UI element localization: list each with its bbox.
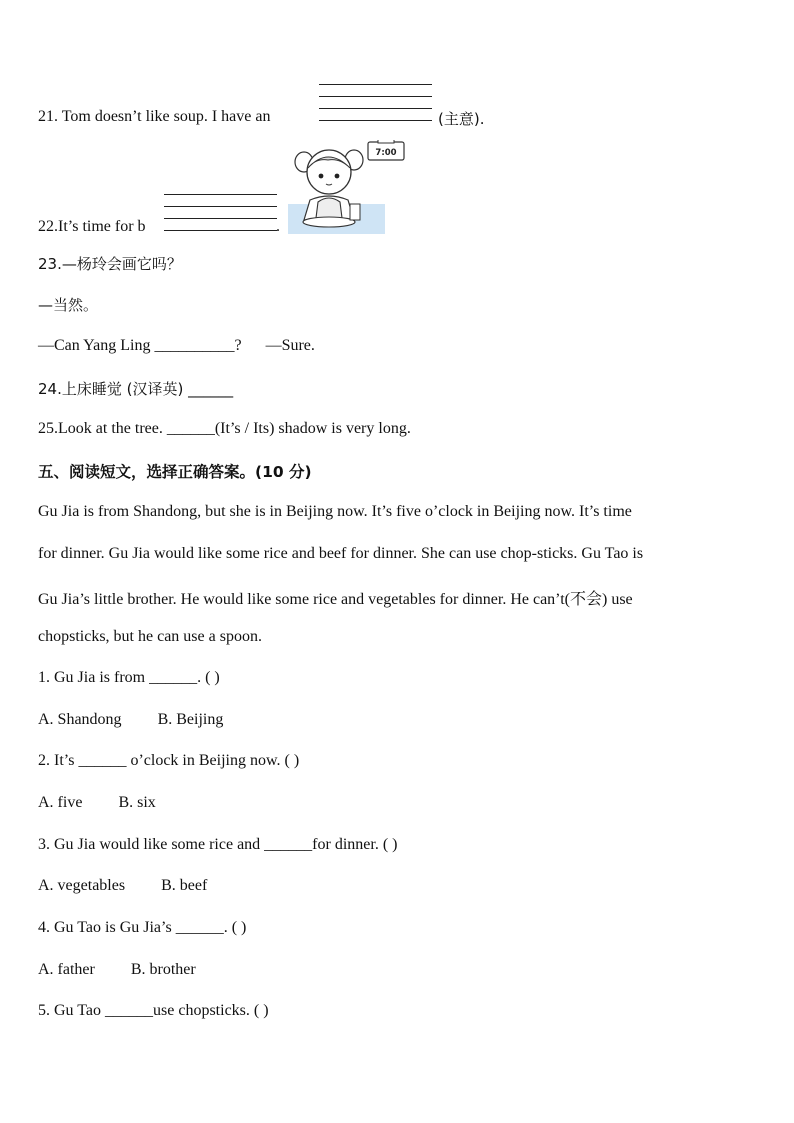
question-3-options	[38, 877, 207, 895]
question-2-options	[38, 794, 156, 812]
girl-eating-picture	[288, 140, 408, 236]
option-b: B. brother	[130, 961, 196, 978]
q21-text: 21. Tom doesn’t like soup. I have an	[38, 108, 271, 125]
passage-line: chopsticks, but he can use a spoon.	[38, 628, 262, 645]
option-b: B. Beijing	[157, 711, 224, 728]
q21-line	[38, 108, 270, 126]
q25-line: 25.Look at the tree. ______(It’s / Its) shadow is very long.	[38, 420, 411, 437]
option-b: B. beef	[161, 877, 208, 894]
question-1: 1. Gu Jia is from ______. ( )	[38, 669, 220, 686]
option-a: A. Shandong	[38, 711, 122, 728]
q24-line: 24.上床睡觉 (汉译英) ______	[38, 380, 234, 398]
q23-en-answer: —Sure.	[265, 337, 315, 354]
q23-en-line	[38, 337, 315, 355]
q23-en-question: —Can Yang Ling __________?	[38, 337, 242, 354]
svg-text:7:00: 7:00	[375, 148, 397, 158]
q21-suffix-line	[438, 108, 484, 129]
clock-icon	[368, 140, 404, 160]
q22-suffix: .	[276, 218, 280, 235]
passage-line: for dinner. Gu Jia would like some rice and beef for dinner. She can use chop-sticks. Gu Tao is	[38, 545, 644, 562]
option-a: A. father	[38, 961, 95, 978]
section-5-heading: 五、阅读短文，选择正确答案。(10 分)	[38, 463, 312, 481]
passage-line: Gu Jia’s little brother. He would like some rice and vegetables for dinner. He can’t(不会) use	[38, 591, 633, 608]
q22-line	[38, 218, 146, 236]
q23-cn-answer: —当然。	[38, 296, 99, 314]
q21-suffix: (主意).	[438, 110, 485, 128]
q22-text: 22.It’s time for b	[38, 218, 146, 235]
question-3: 3. Gu Jia would like some rice and ______for dinner. ( )	[38, 836, 398, 853]
passage-line: Gu Jia is from Shandong, but she is in Beijing now. It’s five o’clock in Beijing now. It’s time	[38, 503, 632, 520]
question-4-options	[38, 961, 196, 979]
question-5: 5. Gu Tao ______use chopsticks. ( )	[38, 1002, 269, 1019]
question-4: 4. Gu Tao is Gu Jia’s ______. ( )	[38, 919, 247, 936]
question-1-options	[38, 711, 223, 729]
question-2: 2. It’s ______ o’clock in Beijing now. ( )	[38, 752, 300, 769]
option-a: A. vegetables	[38, 877, 126, 894]
option-a: A. five	[38, 794, 83, 811]
option-b: B. six	[118, 794, 156, 811]
q23-cn-question: 23.—杨玲会画它吗？	[38, 255, 182, 273]
q22-suffix-line	[276, 218, 280, 236]
